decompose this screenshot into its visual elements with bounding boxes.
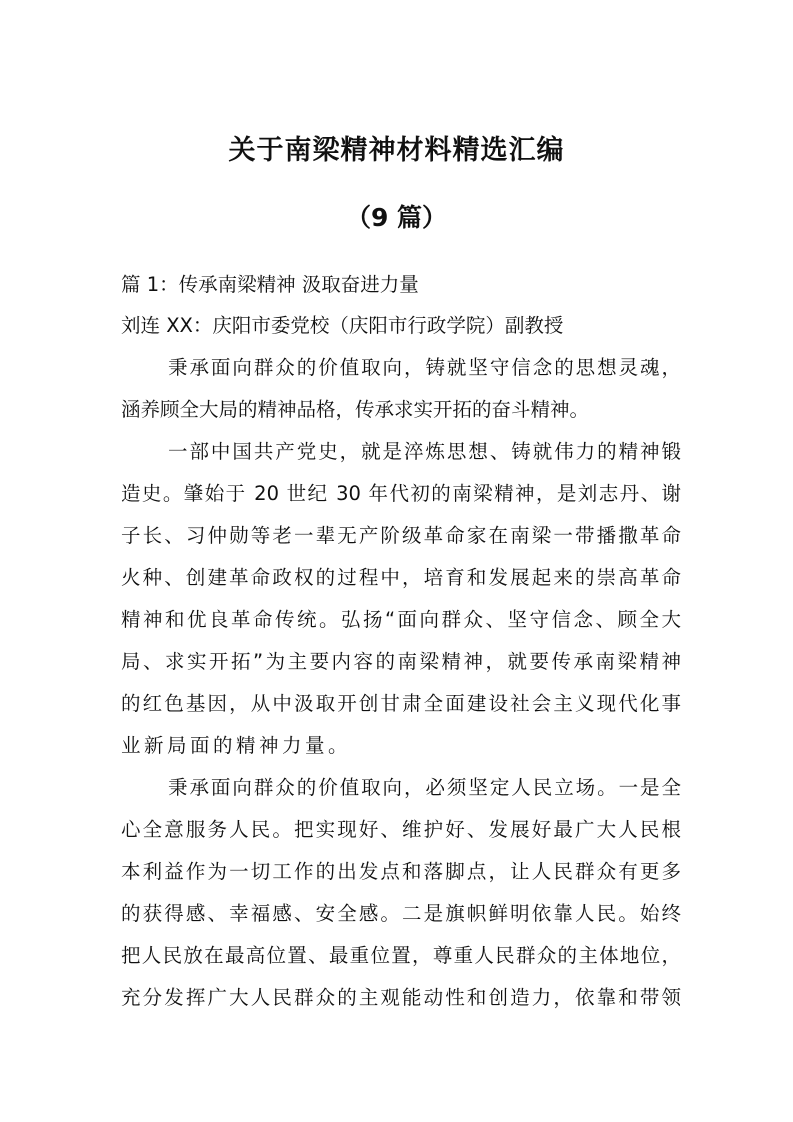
- body-line: 的红色基因，从中汲取开创甘肃全面建设社会主义现代化事: [121, 692, 681, 715]
- body-line: 涵养顾全大局的精神品格，传承求实开拓的奋斗精神。: [121, 398, 590, 421]
- body-line: 业新局面的精神力量。: [121, 734, 352, 757]
- body-line: 造史。肇始于 20 世纪 30 年代初的南梁精神，是刘志丹、谢: [121, 482, 681, 505]
- body-line: 本利益作为一切工作的出发点和落脚点，让人民群众有更多: [121, 860, 681, 883]
- body-line: 秉承面向群众的价值取向，铸就坚守信念的思想灵魂，: [168, 356, 681, 379]
- body-line: 一部中国共产党史，就是淬炼思想、铸就伟力的精神锻: [168, 440, 681, 463]
- article-heading: 篇 1：传承南梁精神 汲取奋进力量: [121, 273, 419, 296]
- body-line: 秉承面向群众的价值取向，必须坚定人民立场。一是全: [168, 776, 681, 799]
- document-subtitle: （9 篇）: [345, 203, 448, 232]
- body-line: 子长、习仲勋等老一辈无产阶级革命家在南梁一带播撒革命: [121, 524, 681, 547]
- body-line: 火种、创建革命政权的过程中，培育和发展起来的崇高革命: [121, 566, 681, 589]
- body-line: 精神和优良革命传统。弘扬“面向群众、坚守信念、顾全大: [121, 608, 681, 631]
- author-line: 刘连 XX：庆阳市委党校（庆阳市行政学院）副教授: [121, 314, 564, 337]
- body-line: 充分发挥广大人民群众的主观能动性和创造力，依靠和带领: [121, 986, 681, 1009]
- body-line: 心全意服务人民。把实现好、维护好、发展好最广大人民根: [121, 818, 681, 841]
- document-title: 关于南梁精神材料精选汇编: [228, 135, 565, 166]
- body-line: 局、求实开拓”为主要内容的南梁精神，就要传承南梁精神: [121, 650, 681, 673]
- body-line: 的获得感、幸福感、安全感。二是旗帜鲜明依靠人民。始终: [121, 902, 681, 925]
- body-line: 把人民放在最高位置、最重位置，尊重人民群众的主体地位，: [121, 944, 681, 967]
